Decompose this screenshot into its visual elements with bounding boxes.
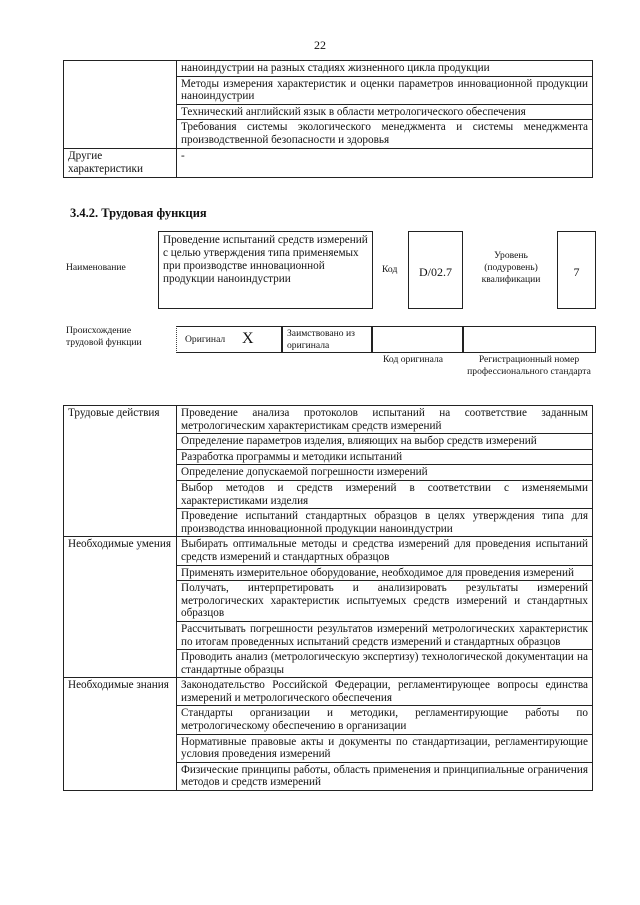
table-row: [64, 406, 593, 434]
origin-strip: [176, 326, 596, 353]
table-row: [64, 678, 593, 706]
knowledge-item: Физические принципы работы, область применения и принципиальные ограничения методов и средств измерений: [177, 762, 593, 790]
skill-item: Проводить анализ (метрологическую экспертизу) технологической документации на стандартные образцы: [177, 650, 593, 678]
empty-cell: [64, 61, 177, 149]
action-item: Определение параметров изделия, влияющих на выбор средств измерений: [177, 434, 593, 450]
borrowed-label: Заимствовано из оригинала: [287, 328, 355, 351]
skill-item: Выбирать оптимальные методы и средства измерений для проведения испытаний средств измерений и стандартных образцов: [177, 537, 593, 565]
reg-number-caption: Регистрационный номер профессионального стандарта: [467, 354, 591, 377]
table-row: [64, 537, 593, 565]
knowledge-item: Законодательство Российской Федерации, регламентирующее вопросы единства измерений и метрологического обеспечения: [177, 678, 593, 706]
knowledge-item: Технический английский язык в области метрологического обеспечения: [177, 104, 593, 120]
other-characteristics-label: Другие характеристики: [64, 148, 177, 177]
original-mark: X: [242, 330, 254, 347]
table-row: [64, 61, 593, 77]
page-number: 22: [314, 38, 326, 52]
main-table: [63, 405, 593, 791]
skills-label: Необходимые умения: [64, 537, 177, 678]
knowledge-item: Нормативные правовые акты и документы по стандартизации, регламентирующие условия проведения измерений: [177, 734, 593, 762]
knowledge-item: Стандарты организации и методики, регламентирующие работы по метрологическому обеспечению в организации: [177, 706, 593, 734]
action-item: Проведение анализа протоколов испытаний на соответствие заданным метрологическим характеристикам средств измерений: [177, 406, 593, 434]
code-value: D/02.7: [408, 231, 463, 309]
knowledge-item: наноиндустрии на разных стадиях жизненного цикла продукции: [177, 61, 593, 77]
top-table: [63, 60, 593, 178]
original-label: Оригинал: [185, 334, 226, 345]
borrowed-cell: [282, 326, 372, 353]
skill-item: Получать, интерпретировать и анализировать результаты измерений метрологических характеристик испытуемых средств измерений и стандартных образцов: [177, 581, 593, 622]
actions-label: Трудовые действия: [64, 406, 177, 537]
action-item: Выбор методов и средств измерений в соответствии с изменяемыми характеристиками изделия: [177, 480, 593, 508]
code-original-cell: [372, 326, 463, 353]
other-characteristics-value: -: [177, 148, 593, 177]
level-value: 7: [557, 231, 596, 309]
origin-label: Происхождение трудовой функции: [66, 325, 142, 348]
original-cell: [176, 326, 282, 353]
level-label: Уровень (подуровень) квалификации: [481, 250, 541, 285]
knowledge-label: Необходимые знания: [64, 678, 177, 791]
action-item: Проведение испытаний стандартных образцов в целях утверждения типа для производства инновационной продукции наноиндустрии: [177, 509, 593, 537]
knowledge-item: Требования системы экологического менеджмента и системы менеджмента производственной безопасности и здоровья: [177, 120, 593, 148]
table-row: [64, 148, 593, 177]
section-title: 3.4.2. Трудовая функция: [70, 206, 207, 220]
action-item: Разработка программы и методики испытаний: [177, 449, 593, 465]
name-value: Проведение испытаний средств измерений с целью утверждения типа применяемых при производстве инновационной продукции наноиндустрии: [158, 231, 373, 309]
skill-item: Применять измерительное оборудование, необходимое для проведения измерений: [177, 565, 593, 581]
knowledge-item: Методы измерения характеристик и оценки параметров инновационной продукции наноиндустрии: [177, 76, 593, 104]
code-label: Код: [382, 264, 398, 275]
skill-item: Рассчитывать погрешности результатов измерений метрологических характеристик по итогам проведенных испытаний средств измерений и стандартных образцов: [177, 621, 593, 649]
reg-number-cell: [463, 326, 596, 353]
action-item: Определение допускаемой погрешности измерений: [177, 465, 593, 481]
code-original-caption: Код оригинала: [383, 354, 444, 365]
name-label: Наименование: [66, 262, 126, 273]
